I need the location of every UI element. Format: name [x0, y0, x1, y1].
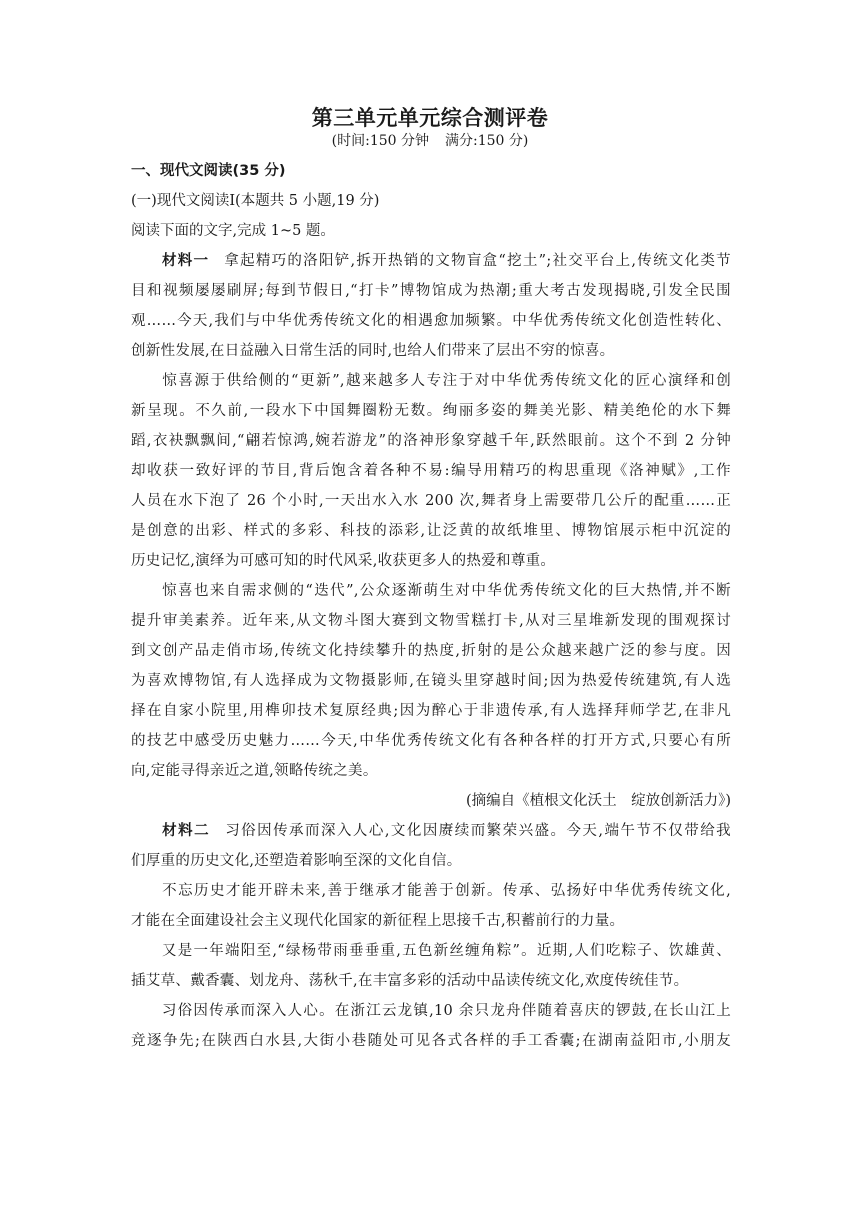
text-line: 人员在水下泡了 26 个小时,一天出水入水 200 次,舞者身上需要带几公斤的配重……正 [131, 493, 731, 509]
material-label: 材料二 [161, 823, 211, 839]
text-line: 创新性发展,在日益融入日常生活的同时,也给人们带来了层出不穷的惊喜。 [131, 343, 615, 359]
text-line: 竞逐争先;在陕西白水县,大街小巷随处可见各式各样的手工香囊;在湖南益阳市,小朋友 [131, 1033, 731, 1049]
exam-body [131, 156, 731, 1056]
text-line: 惊喜源于供给侧的“更新”,越来越多人专注于对中华优秀传统文化的匠心演绎和创 [161, 373, 731, 389]
text-line: 提升审美素养。近年来,从文物斗图大赛到文物雪糕打卡,从对三星堆新发现的围观探讨 [131, 613, 731, 629]
text-line: 惊喜也来自需求侧的“迭代”,公众逐渐萌生对中华优秀传统文化的巨大热情,并不断 [161, 583, 731, 599]
text-line: 新呈现。不久前,一段水下中国舞圈粉无数。绚丽多姿的舞美光影、精美绝伦的水下舞 [131, 403, 731, 419]
text-line: 习俗因传承而深入人心。在浙江云龙镇,10 余只龙舟伴随着喜庆的锣鼓,在长山江上 [161, 1003, 731, 1019]
text-line: 到文创产品走俏市场,传统文化持续攀升的热度,折射的是公众越来越广泛的参与度。因 [131, 643, 731, 659]
text-line: 的技艺中感受历史魅力……今天,中华优秀传统文化有各种各样的打开方式,只要心有所 [131, 733, 731, 749]
full-score: 满分:150 分) [445, 133, 529, 149]
text-line: 历史记忆,演绎为可感可知的时代风采,收获更多人的热爱和尊重。 [131, 553, 556, 569]
text-line: 不忘历史才能开辟未来,善于继承才能善于创新。传承、弘扬好中华优秀传统文化, [161, 883, 731, 899]
reading-instruction: 阅读下面的文字,完成 1~5 题。 [131, 223, 335, 239]
text-line: 观……今天,我们与中华优秀传统文化的相遇愈加频繁。中华优秀传统文化创造性转化、 [131, 313, 731, 329]
text-line: 目和视频屡屡刷屏;每到节假日,“打卡”博物馆成为热潮;重大考古发现揭晓,引发全民围 [131, 283, 731, 299]
text-line: 们厚重的历史文化,还塑造着影响至深的文化自信。 [131, 853, 462, 869]
material2-paragraph-3 [131, 936, 731, 996]
page-title: 第三单元单元综合测评卷 [311, 106, 549, 130]
time-limit: (时间:150 分钟 [331, 133, 429, 149]
text-line: 材料二 习俗因传承而深入人心,文化因赓续而繁荣兴盛。今天,端午节不仅带给我 [161, 823, 731, 839]
section-heading: 一、现代文阅读(35 分) [131, 163, 286, 179]
text-line: 却收获一致好评的节目,背后饱含着各种不易:编导用精巧的构思重现《洛神赋》,工作 [131, 463, 731, 479]
subsection-heading: (一)现代文阅读Ⅰ(本题共 5 小题,19 分) [131, 193, 380, 209]
text-line: 插艾草、戴香囊、划龙舟、荡秋千,在丰富多彩的活动中品读传统文化,欢度传统佳节。 [131, 973, 689, 989]
material-label: 材料一 [161, 253, 210, 269]
text-line: 择在自家小院里,用榫卯技术复原经典;因为醉心于非遗传承,有人选择拜师学艺,在非凡 [131, 703, 731, 719]
source-citation: (摘编自《植根文化沃土 绽放创新活力》) [465, 793, 731, 809]
text-line: 又是一年端阳至,“绿杨带雨垂垂重,五色新丝缠角粽”。近期,人们吃粽子、饮雄黄、 [161, 943, 731, 959]
text-line: 材料一 拿起精巧的洛阳铲,拆开热销的文物盲盒“挖土”;社交平台上,传统文化类节 [161, 253, 731, 269]
text-line: 向,定能寻得亲近之道,领略传统之美。 [131, 763, 378, 779]
material2-paragraph-1 [131, 816, 731, 876]
material1-paragraph-1 [131, 246, 731, 366]
text-line: 是创意的出彩、样式的多彩、科技的添彩,让泛黄的故纸堆里、博物馆展示柜中沉淀的 [131, 523, 731, 539]
material1-paragraph-3 [131, 576, 731, 786]
text-line: 才能在全面建设社会主义现代化国家的新征程上思接千古,积蓄前行的力量。 [131, 913, 625, 929]
material2-paragraph-2 [131, 876, 731, 936]
material1-paragraph-2 [131, 366, 731, 576]
text-line: 蹈,衣袂飘飘间,“翩若惊鸿,婉若游龙”的洛神形象穿越千年,跃然眼前。这个不到 2 分钟 [131, 433, 731, 449]
page-subtitle [0, 131, 860, 151]
material2-paragraph-4 [131, 996, 731, 1056]
text-line: 为喜欢博物馆,有人选择成为文物摄影师,在镜头里穿越时间;因为热爱传统建筑,有人选 [131, 673, 731, 689]
